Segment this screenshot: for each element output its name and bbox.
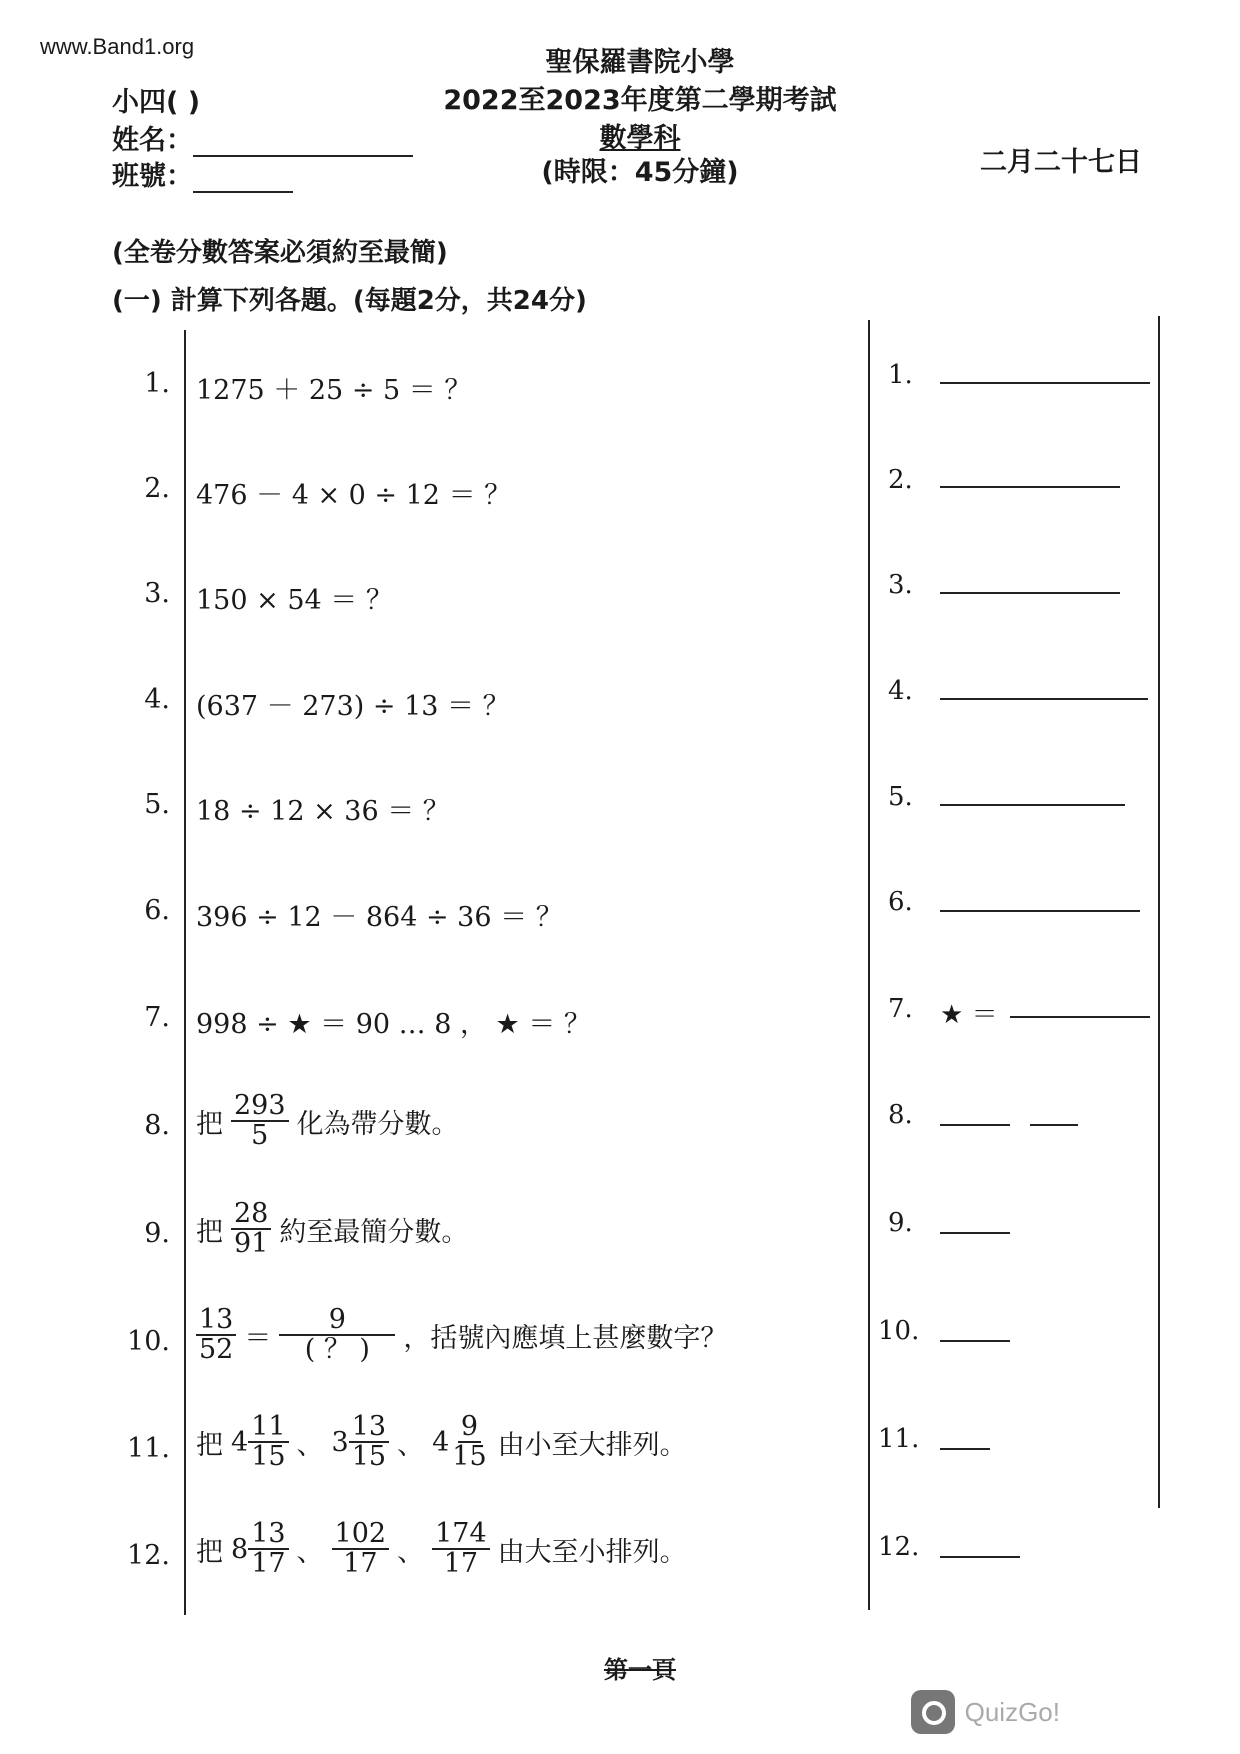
question-text: 998 ÷ ★ ＝ 90 … 8 ， ★ ＝ ？	[196, 1009, 591, 1040]
question-text: 396 ÷ 12 － 864 ÷ 36 ＝ ？	[196, 902, 563, 933]
question-number: 9.	[144, 1218, 170, 1249]
q9-post: 約至最簡分數。	[279, 1216, 469, 1248]
answer-number: 10.	[878, 1316, 920, 1346]
subject-title: 數學科	[599, 123, 681, 154]
question-text	[196, 1306, 727, 1365]
answer-number: 8.	[888, 1100, 913, 1130]
separator: 、	[296, 1429, 324, 1461]
question-text: 1275 ＋ 25 ÷ 5 ＝ ？	[196, 375, 472, 406]
question-number: 6.	[144, 895, 170, 926]
separator: 、	[397, 1536, 425, 1568]
numerator: 13	[196, 1306, 236, 1336]
answer-number: 6.	[888, 887, 913, 917]
answer-line[interactable]	[940, 382, 1150, 384]
name-label: 姓名：	[112, 125, 193, 156]
numerator: 13	[248, 1520, 288, 1550]
q11-pre: 把	[196, 1429, 223, 1461]
instruction-note: (全卷分數答案必須約至最簡)	[112, 238, 448, 268]
numerator: 102	[332, 1520, 390, 1550]
denominator: 15	[251, 1441, 286, 1473]
q8-post: 化為帶分數。	[296, 1108, 459, 1140]
fraction	[231, 1200, 271, 1259]
fraction	[248, 1520, 288, 1579]
answer-number: 9.	[888, 1208, 913, 1238]
question-text: 18 ÷ 12 × 36 ＝ ？	[196, 796, 450, 827]
whole-part: 4	[432, 1426, 450, 1458]
question-text	[196, 1413, 687, 1472]
separator: 、	[296, 1536, 324, 1568]
exam-date: 二月二十七日	[980, 147, 1142, 178]
equals-sign: ＝	[244, 1322, 272, 1354]
time-limit: (時限：45分鐘)	[541, 157, 739, 188]
fraction	[231, 1092, 289, 1151]
question-number: 3.	[144, 578, 170, 609]
denominator: 15	[452, 1441, 487, 1473]
numerator: 293	[231, 1092, 289, 1122]
denominator: 15	[351, 1441, 387, 1473]
answer-line[interactable]	[940, 592, 1120, 594]
question-text	[196, 1520, 687, 1579]
question-number: 10.	[127, 1326, 170, 1357]
answer-number: 11.	[878, 1424, 920, 1454]
question-column-divider	[184, 330, 186, 1615]
answer-number: 5.	[888, 782, 913, 812]
answer-line[interactable]	[1010, 1016, 1150, 1018]
denominator: 91	[234, 1228, 269, 1260]
question-number: 2.	[144, 473, 170, 504]
question-text: 150 × 54 ＝ ？	[196, 585, 393, 616]
answer-number: 12.	[878, 1532, 920, 1562]
question-number: 7.	[144, 1002, 170, 1033]
q12-pre: 把	[196, 1536, 223, 1568]
denominator: 5	[251, 1120, 269, 1152]
q12-post: 由大至小排列。	[497, 1536, 687, 1568]
fraction	[196, 1306, 236, 1365]
class-no-label: 班號：	[112, 161, 193, 192]
numerator: 11	[248, 1413, 288, 1443]
numerator: 13	[349, 1413, 389, 1443]
fraction	[349, 1413, 389, 1472]
answer7-prefix: ★ ＝	[940, 1000, 998, 1030]
answer-number: 7.	[888, 994, 913, 1024]
denominator: 17	[251, 1548, 286, 1580]
numerator: 28	[231, 1200, 271, 1230]
answer-line[interactable]	[940, 1556, 1020, 1558]
answer-line[interactable]	[940, 1448, 990, 1450]
site-watermark: www.Band1.org	[40, 34, 195, 59]
class-no-field[interactable]	[193, 163, 293, 193]
denominator: ( ？ )	[304, 1334, 370, 1366]
answer-line[interactable]	[940, 910, 1140, 912]
answer-column-right-border	[1158, 316, 1160, 1508]
numerator: 9	[458, 1413, 481, 1443]
exam-title: 2022至2023年度第二學期考試	[443, 85, 837, 116]
fraction	[332, 1520, 390, 1579]
answer-line[interactable]	[940, 486, 1120, 488]
question-number: 11.	[127, 1433, 170, 1464]
q9-pre: 把	[196, 1216, 223, 1248]
mixed-number	[432, 1413, 490, 1472]
school-name: 聖保羅書院小學	[545, 47, 735, 78]
whole-part: 3	[331, 1426, 349, 1458]
fraction	[449, 1413, 489, 1472]
answer-line[interactable]	[940, 804, 1125, 806]
mixed-number	[231, 1520, 289, 1579]
answer-line-fraction[interactable]	[1030, 1124, 1078, 1126]
answer-line[interactable]	[940, 1340, 1010, 1342]
grade-label: 小四( )	[112, 87, 201, 118]
answer-column-left-border	[868, 320, 870, 1610]
q10-post: ，括號內應填上甚麼數字？	[403, 1322, 728, 1354]
question-number: 12.	[127, 1540, 170, 1571]
question-text	[196, 1092, 459, 1151]
question-number: 4.	[144, 684, 170, 715]
question-number: 8.	[144, 1110, 170, 1141]
fraction	[279, 1306, 395, 1365]
mixed-number	[332, 1413, 390, 1472]
answer-number: 4.	[888, 676, 913, 706]
separator: 、	[397, 1429, 425, 1461]
numerator: 9	[279, 1306, 395, 1336]
answer-line-whole[interactable]	[940, 1124, 1010, 1126]
quizgo-label: QuizGo!	[964, 1696, 1060, 1727]
denominator: 52	[199, 1334, 234, 1366]
question-text	[196, 1200, 468, 1259]
numerator: 174	[432, 1520, 490, 1550]
question-number: 5.	[144, 789, 170, 820]
quizgo-logo-icon	[911, 1690, 955, 1734]
answer-number: 3.	[888, 570, 913, 600]
question-number: 1.	[144, 368, 170, 399]
answer-number: 1.	[888, 360, 913, 390]
denominator: 17	[443, 1548, 479, 1580]
section-title: (一) 計算下列各題。(每題2分，共24分)	[112, 286, 587, 316]
page-number: 第一頁	[604, 1656, 676, 1684]
answer-line[interactable]	[940, 1232, 1010, 1234]
answer-line[interactable]	[940, 698, 1148, 700]
question-text: (637 － 273) ÷ 13 ＝ ？	[196, 691, 510, 722]
quizgo-watermark	[911, 1690, 1060, 1734]
mixed-number	[231, 1413, 289, 1472]
whole-part: 4	[231, 1426, 249, 1458]
answer-number: 2.	[888, 465, 913, 495]
whole-part: 8	[231, 1533, 249, 1565]
question-text: 476 － 4 × 0 ÷ 12 ＝ ？	[196, 480, 512, 511]
denominator: 17	[343, 1548, 378, 1580]
fraction	[432, 1520, 490, 1579]
fraction	[248, 1413, 288, 1472]
class-no-row	[112, 154, 293, 193]
q11-post: 由小至大排列。	[497, 1429, 687, 1461]
name-row	[112, 118, 413, 157]
name-field[interactable]	[193, 127, 413, 157]
q8-pre: 把	[196, 1108, 223, 1140]
